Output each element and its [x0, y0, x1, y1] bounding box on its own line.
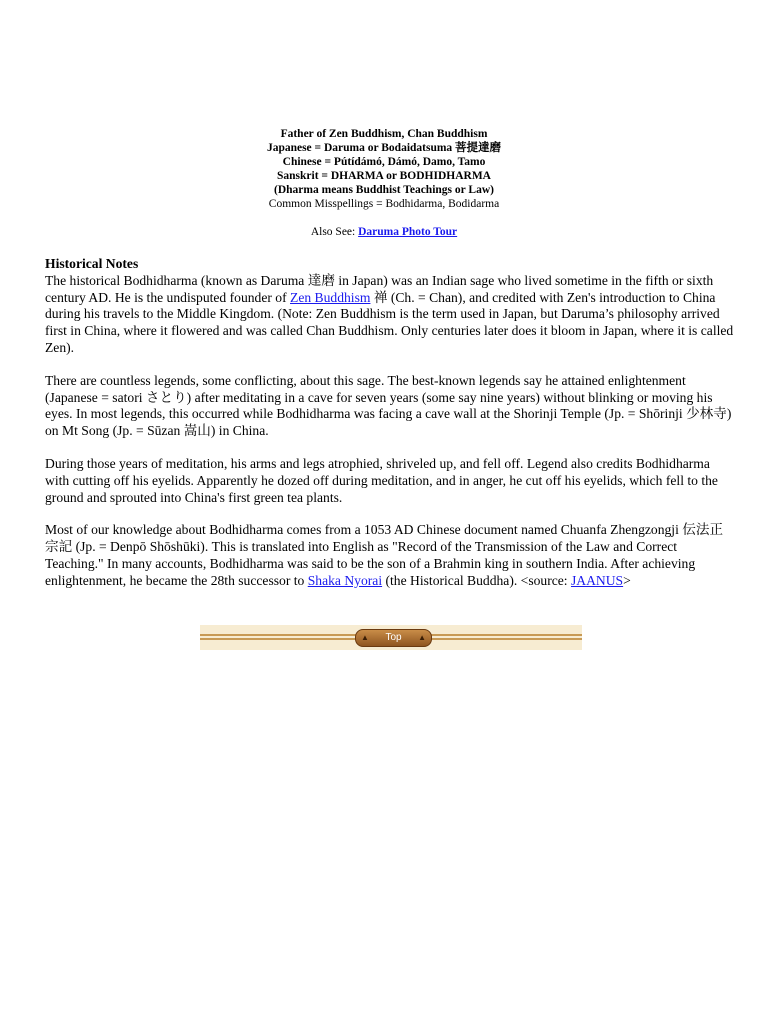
also-see-label: Also See: — [310, 226, 359, 238]
paragraph-2: There are countless legends, some conflicting, about this sage. The best-known legends say he attained enlightenment (Japanese = satori さとり) after meditating in a cave for seven years (some say nine years) without blinking or moving his eyes. In most legends, this occurred while Bodhidharma was facing a cave wall at the Shorinji Temple (Jp. = Shōrinji 少林寺) on Mt Song (Jp. = Sūzan 嵩山) in China. — [45, 372, 732, 439]
header-block — [0, 127, 768, 211]
p4-text-b: (the Historical Buddha). <source: — [382, 572, 571, 588]
back-to-top-button[interactable] — [355, 629, 432, 647]
top-button-label: Top — [385, 632, 402, 643]
header-sanskrit: Sanskrit = DHARMA or BODHIDHARMA — [277, 170, 491, 182]
jaanus-link[interactable]: JAANUS — [570, 572, 624, 588]
paragraph-1 — [45, 273, 735, 357]
p4-text-c: > — [623, 572, 631, 588]
also-see — [0, 226, 768, 238]
header-chinese: Chinese = Pútídámó, Dámó, Damo, Tamo — [282, 156, 486, 168]
p4-text-a: Most of our knowledge about Bodhidharma comes from a 1053 AD Chinese document named Chuanfa Zhengzongji 伝法正宗記 (Jp. = Denpō Shōshūki). This is translated into English as "Record of the Transmission of the Law and Correct Teaching." In many accounts, Bodhidharma was said to be the son of a Brahmin king in southern India. After achieving enlightenment, he became the 28th successor to — [45, 522, 724, 588]
header-japanese: Japanese = Daruma or Bodaidatsuma 菩提達磨 — [266, 142, 502, 154]
paragraph-4 — [45, 522, 735, 589]
up-arrow-icon: ▲ — [418, 633, 426, 642]
p1-text-a: The historical Bodhidharma (known as Daruma 達磨 in Japan) was an Indian sage who lived sometime in the fifth or sixth century AD. He is the undisputed founder of — [45, 272, 714, 305]
header-dharma-meaning: (Dharma means Buddhist Teachings or Law) — [274, 184, 494, 196]
daruma-photo-tour-link[interactable]: Daruma Photo Tour — [358, 226, 458, 238]
header-title: Father of Zen Buddhism, Chan Buddhism — [280, 128, 488, 140]
shaka-nyorai-link[interactable]: Shaka Nyorai — [307, 572, 383, 588]
top-nav-bar — [200, 625, 582, 650]
main-content — [45, 256, 735, 606]
section-heading: Historical Notes — [45, 256, 139, 271]
up-arrow-icon: ▲ — [361, 633, 369, 642]
p1-text-b: 禅 (Ch. = Chan), and credited with Zen's introduction to China during his travels to the Middle Kingdom. (Note: Zen Buddhism is the term used in Japan, but Daruma’s philosophy arrived first in China, where it flowered and was called Chan Buddhism. Only centuries later does it bloom in Japan, where it is called Zen). — [45, 289, 734, 355]
zen-buddhism-link[interactable]: Zen Buddhism — [290, 289, 371, 305]
header-misspellings: Common Misspellings = Bodhidarma, Bodidarma — [268, 198, 500, 210]
paragraph-3: During those years of meditation, his arms and legs atrophied, shriveled up, and fell off. Legend also credits Bodhidharma with cutting off his eyelids. Apparently he dozed off during meditation, and in anger, he cut off his eyelids, which fell to the ground and sprouted into China's first green tea plants. — [45, 455, 718, 505]
